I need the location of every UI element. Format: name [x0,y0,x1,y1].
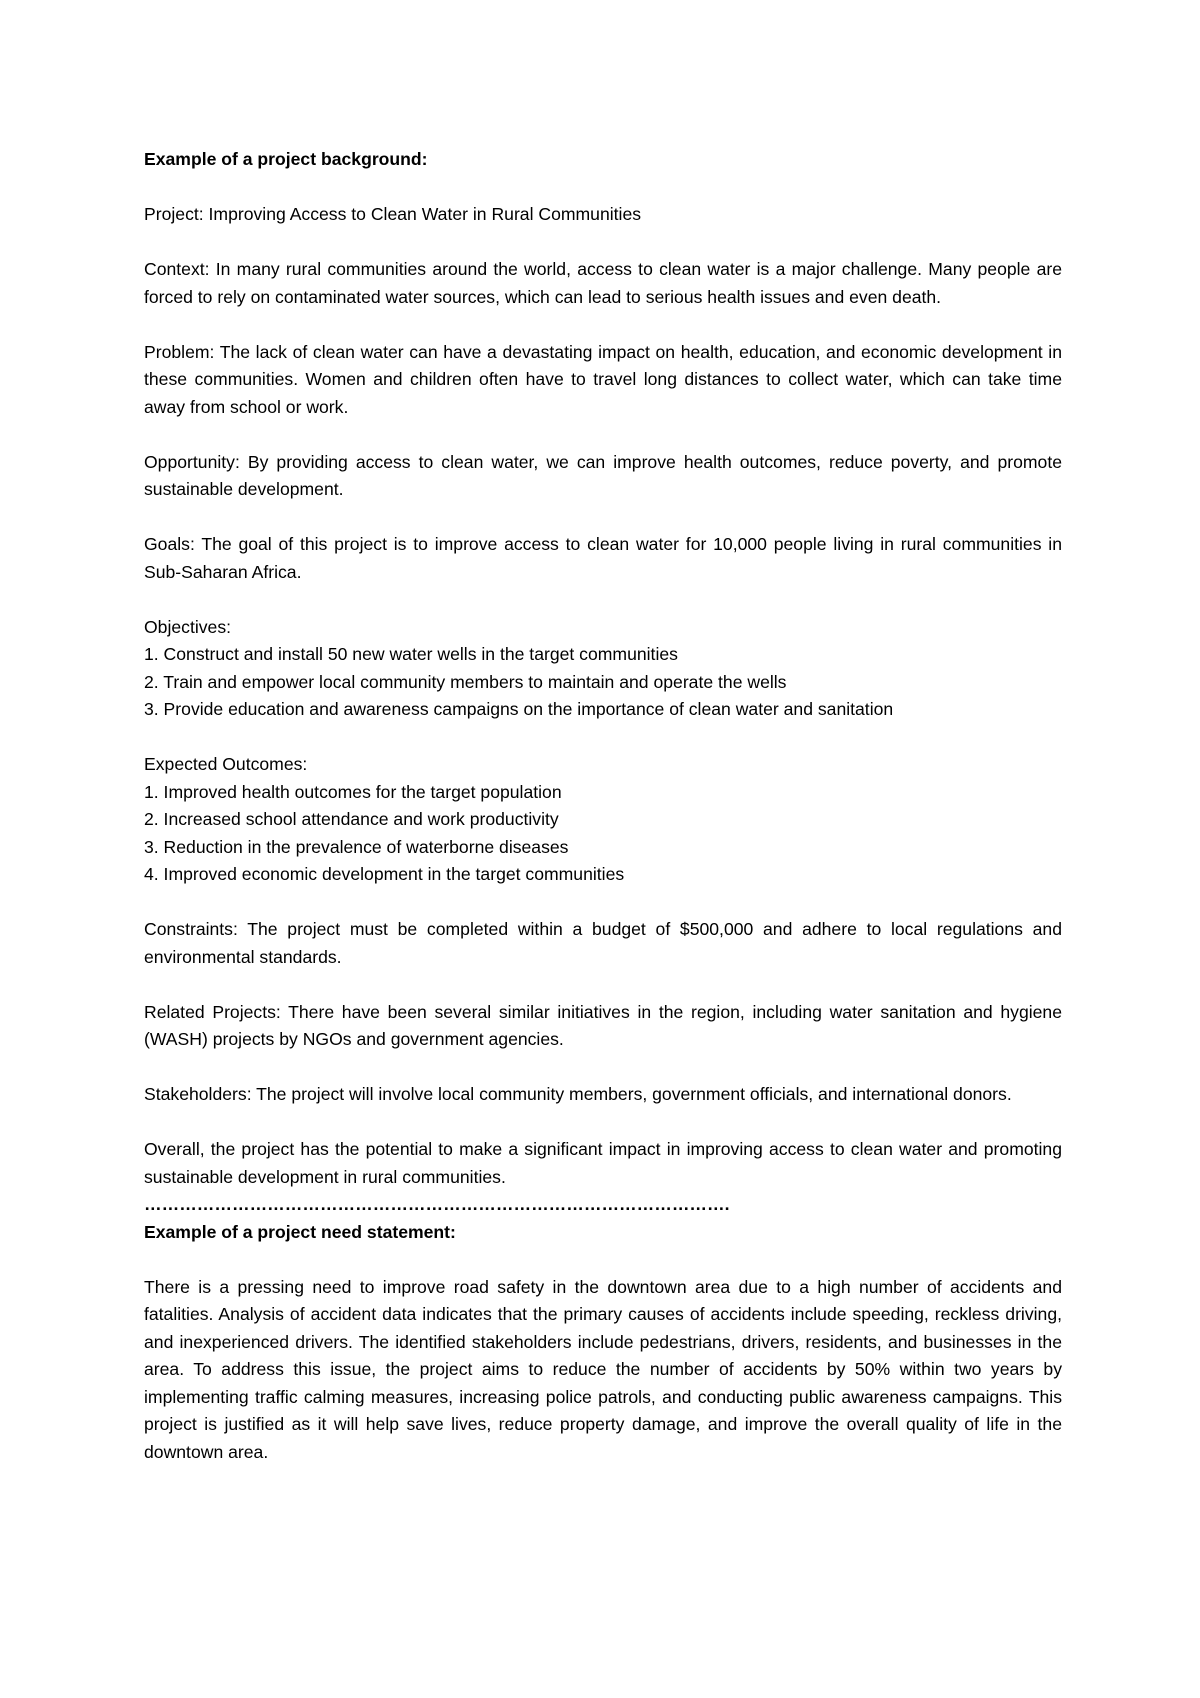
stakeholders-paragraph: Stakeholders: The project will involve local community members, government officials, and international donors. [144,1084,1012,1104]
outcomes-label: Expected Outcomes: [144,754,308,774]
related-projects-paragraph: Related Projects: There have been several similar initiatives in the region, including water sanitation and hygiene (WASH) projects by NGOs and government agencies. [144,1001,1062,1049]
list-item: 3. Provide education and awareness campaigns on the importance of clean water and sanitation [144,699,894,719]
opportunity-paragraph: Opportunity: By providing access to clean water, we can improve health outcomes, reduce poverty, and promote sustainable development. [144,451,1062,499]
list-item: 1. Improved health outcomes for the target population [144,781,562,802]
constraints-paragraph: Constraints: The project must be completed within a budget of $500,000 and adhere to local regulations and environmental standards. [144,919,1062,967]
background-heading: Example of a project background: [144,149,428,169]
need-heading: Example of a project need statement: [144,1221,456,1242]
outcomes-list [144,779,1062,889]
goals-paragraph: Goals: The goal of this project is to improve access to clean water for 10,000 people living in rural communities in Sub-Saharan Africa. [144,534,1062,582]
objectives-label: Objectives: [144,616,232,637]
overall-paragraph: Overall, the project has the potential to make a significant impact in improving access to clean water and promoting sustainable development in rural communities. [144,1139,1062,1187]
list-item: 2. Train and empower local community members to maintain and operate the wells [144,671,787,692]
list-item: 2. Increased school attendance and work productivity [144,809,559,829]
list-item: 3. Reduction in the prevalence of waterborne diseases [144,836,569,857]
dotted-separator: ………………………………………………………………………………………. [144,1194,730,1214]
need-statement-paragraph: There is a pressing need to improve road safety in the downtown area due to a high number of accidents and fatalities. Analysis of accident data indicates that the primary causes of accidents include speeding, reckless driving, and inexperienced drivers. The identified stakeholders include pedestrians, drivers, residents, and businesses in the area. To address this issue, the project aims to reduce the number of accidents by 50% within two years by implementing traffic calming measures, increasing police patrols, and conducting public awareness campaigns. This project is justified as it will help save lives, reduce property damage, and improve the overall quality of life in the downtown area. [144,1276,1062,1462]
document-page [144,146,1062,1494]
context-paragraph: Context: In many rural communities around the world, access to clean water is a major challenge. Many people are forced to rely on contaminated water sources, which can lead to serious health issues and even death. [144,259,1062,307]
problem-paragraph: Problem: The lack of clean water can have a devastating impact on health, education, and economic development in these communities. Women and children often have to travel long distances to collect water, which can take time away from school or work. [144,341,1062,417]
list-item: 4. Improved economic development in the target communities [144,864,625,884]
list-item: 1. Construct and install 50 new water wells in the target communities [144,644,678,664]
objectives-list [144,641,1062,724]
project-title: Project: Improving Access to Clean Water in Rural Communities [144,204,642,224]
